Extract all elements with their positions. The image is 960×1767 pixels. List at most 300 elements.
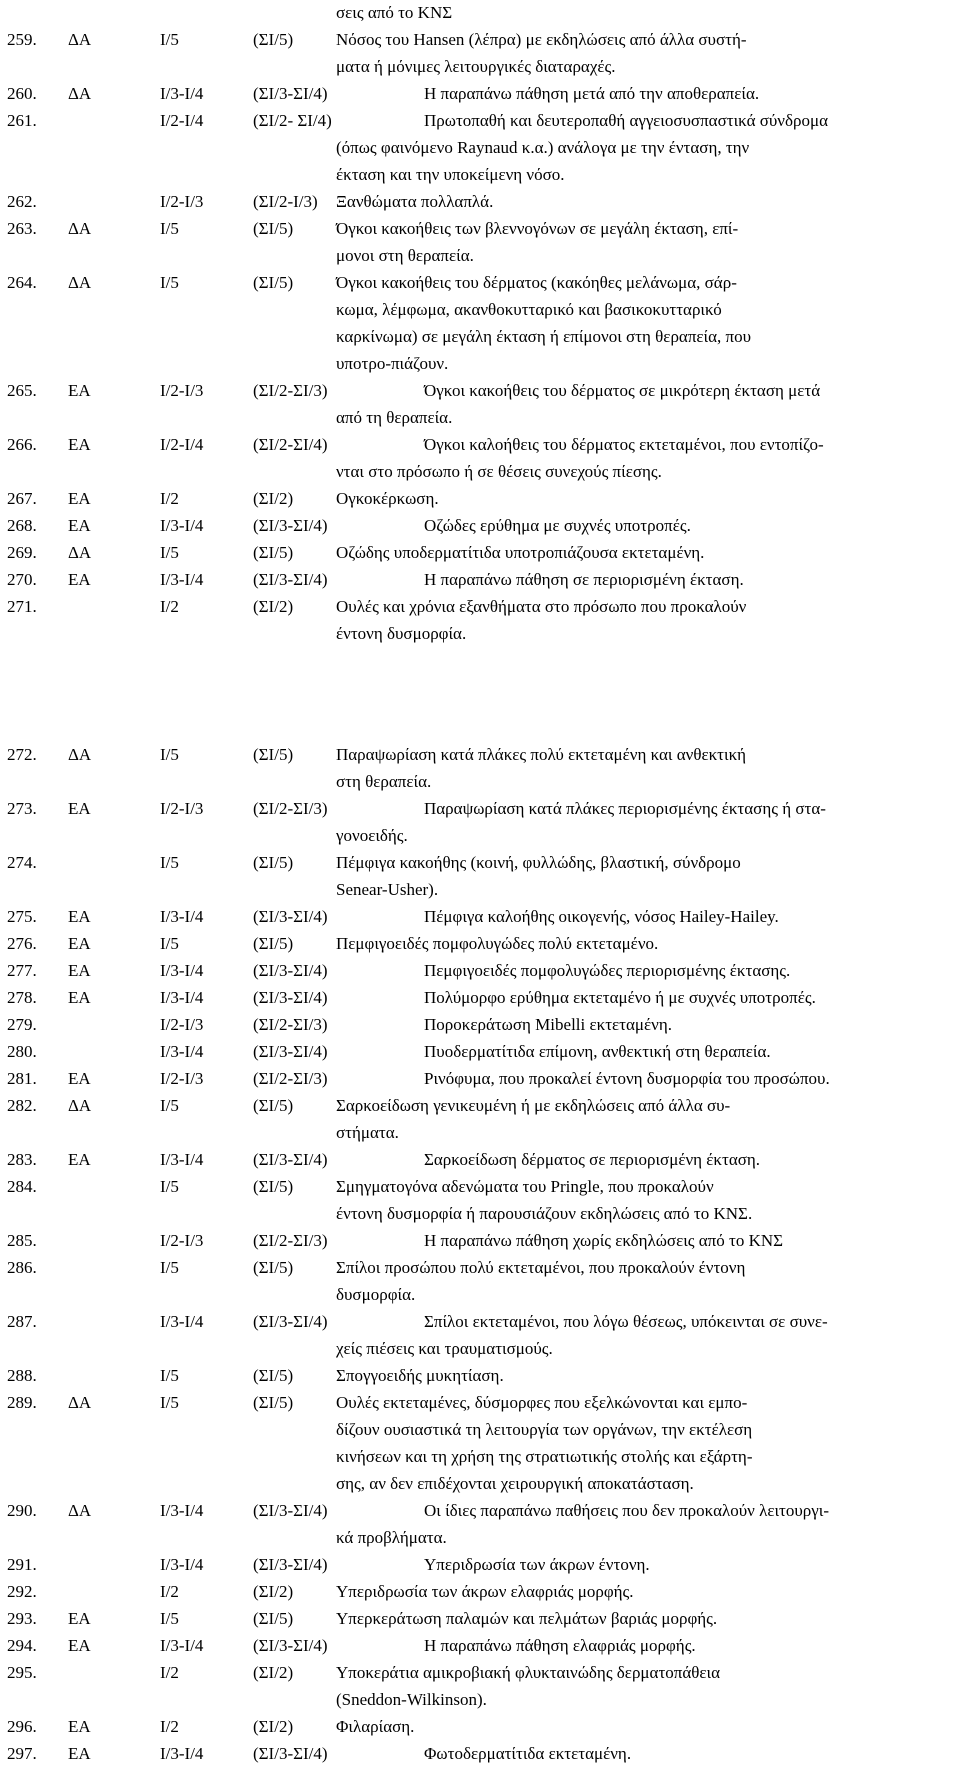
entry-percentage: (ΣΙ/5)	[253, 1609, 294, 1628]
entry-level: Ι/5	[160, 219, 179, 238]
entry	[0, 1146, 960, 1173]
entry	[0, 1092, 960, 1146]
entry-percentage: (ΣΙ/2)	[253, 1717, 294, 1736]
entry-description-continued: (Sneddon-Wilkinson).	[336, 1690, 487, 1709]
entry-category: ΕΑ	[68, 988, 91, 1007]
entry-level: Ι/2-Ι/3	[160, 192, 204, 211]
intro-row	[0, 0, 960, 26]
entry-level: Ι/2-Ι/3	[160, 1231, 204, 1250]
entry-first-line	[0, 741, 960, 768]
entry-category: ΕΑ	[68, 570, 91, 589]
entry-level: Ι/3-Ι/4	[160, 988, 204, 1007]
entry-category: ΕΑ	[68, 961, 91, 980]
entry	[0, 80, 960, 107]
entry-continuation-line	[0, 350, 960, 377]
entry-percentage: (ΣΙ/2)	[253, 489, 294, 508]
entry-number: 276.	[7, 934, 37, 953]
entry-number: 262.	[7, 192, 37, 211]
entry-continuation-line	[0, 404, 960, 431]
entry-category: ΔΑ	[68, 1393, 92, 1412]
entry	[0, 1308, 960, 1362]
entry-continuation-line	[0, 1119, 960, 1146]
entry-continuation-line	[0, 822, 960, 849]
entry-level: Ι/5	[160, 1393, 179, 1412]
entry-category: ΔΑ	[68, 1501, 92, 1520]
entry	[0, 512, 960, 539]
entry-number: 290.	[7, 1501, 37, 1520]
entry-number: 285.	[7, 1231, 37, 1250]
entry-first-line	[0, 1362, 960, 1389]
entry	[0, 1632, 960, 1659]
entry-category: ΕΑ	[68, 907, 91, 926]
entry-first-line	[0, 957, 960, 984]
entry-description-continued: έκταση και την υποκείμενη νόσο.	[336, 165, 565, 184]
entry-description: Πρωτοπαθή και δευτεροπαθή αγγειοσυσπαστικά σύνδρομα	[424, 111, 829, 130]
entry-category: ΕΑ	[68, 489, 91, 508]
entry-continuation-line	[0, 1524, 960, 1551]
entry	[0, 1362, 960, 1389]
entry	[0, 377, 960, 431]
entry-description-continued: σης, αν δεν επιδέχονται χειρουργική αποκατάσταση.	[336, 1474, 694, 1493]
entry-number: 263.	[7, 219, 37, 238]
entry-description-continued: ματα ή μόνιμες λειτουργικές διαταραχές.	[336, 57, 616, 76]
entry-number: 297.	[7, 1744, 37, 1763]
entry-continuation-line	[0, 323, 960, 350]
entry-description-continued: κωμα, λέμφωμα, ακανθοκυτταρικό και βασικοκυτταρικό	[336, 300, 722, 319]
entry-continuation-line	[0, 161, 960, 188]
entry-first-line	[0, 269, 960, 296]
entry-level: Ι/3-Ι/4	[160, 907, 204, 926]
entry	[0, 26, 960, 80]
entry-number: 271.	[7, 597, 37, 616]
entry-level: Ι/3-Ι/4	[160, 1312, 204, 1331]
entry-continuation-line	[0, 620, 960, 647]
entry-first-line	[0, 849, 960, 876]
entry	[0, 107, 960, 188]
entry	[0, 849, 960, 903]
entry-description: Οι ίδιες παραπάνω παθήσεις που δεν προκαλούν λειτουργι-	[424, 1501, 830, 1520]
entry-level: Ι/3-Ι/4	[160, 1555, 204, 1574]
entry-description: Όγκοι κακοήθεις των βλεννογόνων σε μεγάλη έκταση, επί-	[336, 219, 739, 238]
entry-description: Όγκοι κακοήθεις του δέρματος (κακόηθες μελάνωμα, σάρ-	[336, 273, 737, 292]
entry	[0, 903, 960, 930]
intro-line: σεις από το ΚΝΣ	[336, 3, 453, 22]
entry-number: 293.	[7, 1609, 37, 1628]
entry-description: Πέμφιγα κακοήθης (κοινή, φυλλώδης, βλαστική, σύνδρομο	[336, 853, 741, 872]
entry-continuation-line	[0, 876, 960, 903]
entry-description-continued: υποτρο-πιάζουν.	[336, 354, 449, 373]
entry-level: Ι/3-Ι/4	[160, 1150, 204, 1169]
entry-description: Όγκοι καλοήθεις του δέρματος εκτεταμένοι, που εντοπίζο-	[424, 435, 824, 454]
entry-number: 267.	[7, 489, 37, 508]
entry-percentage: (ΣΙ/5)	[253, 273, 294, 292]
entry-number: 270.	[7, 570, 37, 589]
entry-description: Σπογγοειδής μυκητίαση.	[336, 1366, 504, 1385]
entry	[0, 485, 960, 512]
entry-level: Ι/2-Ι/3	[160, 381, 204, 400]
entry-description-continued: κινήσεων και τη χρήση της στρατιωτικής στολής και εξάρτη-	[336, 1447, 753, 1466]
entry-category: ΔΑ	[68, 84, 92, 103]
entry-description: Υπεριδρωσία των άκρων ελαφριάς μορφής.	[336, 1582, 634, 1601]
entry-number: 277.	[7, 961, 37, 980]
entry-number: 273.	[7, 799, 37, 818]
entry-first-line	[0, 795, 960, 822]
entry-percentage: (ΣΙ/5)	[253, 1258, 294, 1277]
entry-first-line	[0, 903, 960, 930]
entry-number: 287.	[7, 1312, 37, 1331]
entry-description: Ρινόφυμα, που προκαλεί έντονη δυσμορφία του προσώπου.	[424, 1069, 830, 1088]
entry-description: Οζώδης υποδερματίτιδα υποτροπιάζουσα εκτεταμένη.	[336, 543, 705, 562]
entry-description: Ξανθώματα πολλαπλά.	[336, 192, 494, 211]
entry-percentage: (ΣΙ/2- ΣΙ/4)	[253, 111, 332, 130]
entry-level: Ι/3-Ι/4	[160, 961, 204, 980]
entry-level: Ι/2	[160, 597, 179, 616]
entry	[0, 1227, 960, 1254]
entry-first-line	[0, 26, 960, 53]
entry-level: Ι/5	[160, 934, 179, 953]
entry	[0, 1254, 960, 1308]
entry-category: ΔΑ	[68, 543, 92, 562]
entry-percentage: (ΣΙ/3-ΣΙ/4)	[253, 1555, 328, 1574]
entry-level: Ι/2	[160, 1717, 179, 1736]
entry-first-line	[0, 566, 960, 593]
entry-percentage: (ΣΙ/2-ΣΙ/3)	[253, 1069, 328, 1088]
entry	[0, 1497, 960, 1551]
entry-percentage: (ΣΙ/3-ΣΙ/4)	[253, 988, 328, 1007]
entry-description: Νόσος του Hansen (λέπρα) με εκδηλώσεις από άλλα συστή-	[336, 30, 747, 49]
entry-first-line	[0, 539, 960, 566]
entry-percentage: (ΣΙ/2-ΣΙ/3)	[253, 1231, 328, 1250]
entry-first-line	[0, 1065, 960, 1092]
entry-category: ΕΑ	[68, 381, 91, 400]
entry	[0, 539, 960, 566]
entry-description: Πορoκεράτωση Mibelli εκτεταμένη.	[424, 1015, 672, 1034]
entry-level: Ι/2-Ι/3	[160, 799, 204, 818]
entry	[0, 269, 960, 377]
entry-description-continued: Senear-Usher).	[336, 880, 439, 899]
entry-description: Πέμφιγα καλοήθης οικογενής, νόσος Hailey-Hailey.	[424, 907, 779, 926]
entry-percentage: (ΣΙ/2-ΣΙ/3)	[253, 1015, 328, 1034]
entry-first-line	[0, 215, 960, 242]
entry-description: Παραψωρίαση κατά πλάκες περιορισμένης έκτασης ή στα-	[424, 799, 826, 818]
entry-number: 283.	[7, 1150, 37, 1169]
entries-section-1	[0, 26, 960, 647]
entry-description: Σμηγματογόνα αδενώματα του Pringle, που προκαλούν	[336, 1177, 714, 1196]
entry-continuation-line	[0, 1686, 960, 1713]
entry-level: Ι/5	[160, 1609, 179, 1628]
entry-description: Υπεριδρωσία των άκρων έντονη.	[424, 1555, 650, 1574]
entry	[0, 741, 960, 795]
entry-first-line	[0, 984, 960, 1011]
entry-level: Ι/3-Ι/4	[160, 570, 204, 589]
entry-description: Φωτοδερματίτιδα εκτεταμένη.	[424, 1744, 632, 1763]
entry-level: Ι/2	[160, 489, 179, 508]
entry-continuation-line	[0, 1443, 960, 1470]
entry-level: Ι/3-Ι/4	[160, 516, 204, 535]
entry	[0, 188, 960, 215]
entry-continuation-line	[0, 134, 960, 161]
entry	[0, 984, 960, 1011]
entry-level: Ι/2-Ι/4	[160, 111, 204, 130]
entry-description-continued: από τη θεραπεία.	[336, 408, 453, 427]
entry-first-line	[0, 1092, 960, 1119]
entry-percentage: (ΣΙ/3-ΣΙ/4)	[253, 961, 328, 980]
entry-percentage: (ΣΙ/3-ΣΙ/4)	[253, 1744, 328, 1763]
entry-category: ΕΑ	[68, 1069, 91, 1088]
entry-level: Ι/3-Ι/4	[160, 1744, 204, 1763]
entry-first-line	[0, 1632, 960, 1659]
entry-number: 281.	[7, 1069, 37, 1088]
entry-number: 292.	[7, 1582, 37, 1601]
entry	[0, 1578, 960, 1605]
entry-number: 296.	[7, 1717, 37, 1736]
entry-number: 282.	[7, 1096, 37, 1115]
entry-category: ΕΑ	[68, 1636, 91, 1655]
entry-number: 265.	[7, 381, 37, 400]
entry-first-line	[0, 593, 960, 620]
entry	[0, 1389, 960, 1497]
entry-level: Ι/2-Ι/3	[160, 1069, 204, 1088]
entry-description-continued: δίζουν ουσιαστικά τη λειτουργία των οργάνων, την εκτέλεση	[336, 1420, 753, 1439]
entry-description-continued: γονοειδής.	[336, 826, 408, 845]
entry-description-continued: νται στο πρόσωπο ή σε θέσεις συνεχούς πίεσης.	[336, 462, 662, 481]
entry-number: 261.	[7, 111, 37, 130]
entry-description: Ογκοκέρκωση.	[336, 489, 439, 508]
entry-number: 289.	[7, 1393, 37, 1412]
entry	[0, 593, 960, 647]
entry-number: 260.	[7, 84, 37, 103]
entry-level: Ι/5	[160, 30, 179, 49]
entry-percentage: (ΣΙ/2-ΣΙ/4)	[253, 435, 328, 454]
entry-first-line	[0, 1011, 960, 1038]
entry-continuation-line	[0, 242, 960, 269]
entry-number: 284.	[7, 1177, 37, 1196]
entry-continuation-line	[0, 458, 960, 485]
entry-number: 286.	[7, 1258, 37, 1277]
entry-number: 288.	[7, 1366, 37, 1385]
entry-first-line	[0, 431, 960, 458]
entry-number: 259.	[7, 30, 37, 49]
entry-percentage: (ΣΙ/5)	[253, 1177, 294, 1196]
entry-percentage: (ΣΙ/3-ΣΙ/4)	[253, 516, 328, 535]
entry-level: Ι/3-Ι/4	[160, 84, 204, 103]
entry-first-line	[0, 512, 960, 539]
intro-block	[0, 0, 960, 26]
entry-number: 264.	[7, 273, 37, 292]
entry-level: Ι/5	[160, 1366, 179, 1385]
entry-continuation-line	[0, 53, 960, 80]
entry-first-line	[0, 1308, 960, 1335]
entry-continuation-line	[0, 1281, 960, 1308]
entry	[0, 215, 960, 269]
entry-description-continued: καρκίνωμα) σε μεγάλη έκταση ή επίμονοι στη θεραπεία, που	[336, 327, 752, 346]
entry-percentage: (ΣΙ/2)	[253, 1582, 294, 1601]
entry	[0, 930, 960, 957]
entry-description-continued: (όπως φαινόμενο Raynaud κ.α.) ανάλογα με την ένταση, την	[336, 138, 750, 157]
entry-first-line	[0, 485, 960, 512]
entry-description: Ουλές εκτεταμένες, δύσμορφες που εξελκώνονται και εμπο-	[336, 1393, 748, 1412]
entry-number: 291.	[7, 1555, 37, 1574]
entry-continuation-line	[0, 1416, 960, 1443]
entry-first-line	[0, 1254, 960, 1281]
entry-first-line	[0, 188, 960, 215]
entry-category: ΔΑ	[68, 745, 92, 764]
entry-first-line	[0, 1227, 960, 1254]
entry-level: Ι/5	[160, 1096, 179, 1115]
entry-description: Σαρκοείδωση δέρματος σε περιορισμένη έκταση.	[424, 1150, 761, 1169]
entry-percentage: (ΣΙ/5)	[253, 745, 294, 764]
entry-percentage: (ΣΙ/2)	[253, 597, 294, 616]
entry-first-line	[0, 1389, 960, 1416]
entry-description: Πεμφιγοειδές πομφολυγώδες πολύ εκτεταμένο.	[336, 934, 659, 953]
entry-category: ΕΑ	[68, 799, 91, 818]
entry-category: ΕΑ	[68, 934, 91, 953]
entry-percentage: (ΣΙ/2)	[253, 1663, 294, 1682]
entry-description-continued: έντονη δυσμορφία.	[336, 624, 467, 643]
entry-description: Παραψωρίαση κατά πλάκες πολύ εκτεταμένη και ανθεκτική	[336, 745, 747, 764]
entry-level: Ι/3-Ι/4	[160, 1501, 204, 1520]
entry	[0, 1065, 960, 1092]
entry-level: Ι/5	[160, 745, 179, 764]
entry-category: ΕΑ	[68, 1744, 91, 1763]
entry-continuation-line	[0, 1470, 960, 1497]
entry-percentage: (ΣΙ/5)	[253, 543, 294, 562]
entry	[0, 957, 960, 984]
entry-level: Ι/2-Ι/3	[160, 1015, 204, 1034]
entry-description-continued: μονοι στη θεραπεία.	[336, 246, 474, 265]
entry-first-line	[0, 1740, 960, 1767]
entry-percentage: (ΣΙ/5)	[253, 1096, 294, 1115]
entry-continuation-line	[0, 768, 960, 795]
entry-level: Ι/2	[160, 1582, 179, 1601]
entry	[0, 1551, 960, 1578]
entry-category: ΕΑ	[68, 1717, 91, 1736]
entry-description: Οζώδες ερύθημα με συχνές υποτροπές.	[424, 516, 691, 535]
entry	[0, 1011, 960, 1038]
entry-description: Υπερκεράτωση παλαμών και πελμάτων βαριάς μορφής.	[336, 1609, 718, 1628]
entry-first-line	[0, 1173, 960, 1200]
entry-description: Πολύμορφο ερύθημα εκτεταμένο ή με συχνές υποτροπές.	[424, 988, 816, 1007]
entry-description-continued: στήματα.	[336, 1123, 399, 1142]
entry-number: 278.	[7, 988, 37, 1007]
entry-percentage: (ΣΙ/2-Ι/3)	[253, 192, 318, 211]
entry-description: Ουλές και χρόνια εξανθήματα στο πρόσωπο που προκαλούν	[336, 597, 747, 616]
entry-number: 269.	[7, 543, 37, 562]
entry-level: Ι/2	[160, 1663, 179, 1682]
entry-percentage: (ΣΙ/3-ΣΙ/4)	[253, 1501, 328, 1520]
entry-description: Σαρκοείδωση γενικευμένη ή με εκδηλώσεις από άλλα συ-	[336, 1096, 731, 1115]
entry-percentage: (ΣΙ/2-ΣΙ/3)	[253, 799, 328, 818]
entry-number: 266.	[7, 435, 37, 454]
entry-description: Πεμφιγοειδές πομφολυγώδες περιορισμένης έκτασης.	[424, 961, 791, 980]
entry-continuation-line	[0, 1335, 960, 1362]
entry-level: Ι/3-Ι/4	[160, 1636, 204, 1655]
entry-level: Ι/5	[160, 543, 179, 562]
entry-category: ΕΑ	[68, 516, 91, 535]
entry	[0, 566, 960, 593]
entry-percentage: (ΣΙ/3-ΣΙ/4)	[253, 1312, 328, 1331]
entry-first-line	[0, 1578, 960, 1605]
entry-percentage: (ΣΙ/5)	[253, 1366, 294, 1385]
entry-level: Ι/5	[160, 273, 179, 292]
entry	[0, 795, 960, 849]
entry-description: Η παραπάνω πάθηση σε περιορισμένη έκταση.	[424, 570, 744, 589]
entry-description: Σπίλοι εκτεταμένοι, που λόγω θέσεως, υπόκεινται σε συνε-	[424, 1312, 828, 1331]
entry-percentage: (ΣΙ/3-ΣΙ/4)	[253, 1150, 328, 1169]
entry-description: Η παραπάνω πάθηση ελαφριάς μορφής.	[424, 1636, 696, 1655]
entry-number: 295.	[7, 1663, 37, 1682]
entry-number: 279.	[7, 1015, 37, 1034]
entry-percentage: (ΣΙ/5)	[253, 853, 294, 872]
entry-first-line	[0, 1038, 960, 1065]
entry-description: Η παραπάνω πάθηση μετά από την αποθεραπεία.	[424, 84, 760, 103]
entry-first-line	[0, 377, 960, 404]
entry	[0, 1740, 960, 1767]
entry	[0, 1713, 960, 1740]
entry-level: Ι/5	[160, 853, 179, 872]
entry-number: 275.	[7, 907, 37, 926]
entry-level: Ι/3-Ι/4	[160, 1042, 204, 1061]
entry-continuation-line	[0, 1200, 960, 1227]
entry-percentage: (ΣΙ/5)	[253, 934, 294, 953]
entry-description: Φιλαρίαση.	[336, 1717, 415, 1736]
entry-percentage: (ΣΙ/5)	[253, 1393, 294, 1412]
entry-percentage: (ΣΙ/5)	[253, 30, 294, 49]
entry-level: Ι/2-Ι/4	[160, 435, 204, 454]
entry-category: ΕΑ	[68, 1609, 91, 1628]
entry-first-line	[0, 1146, 960, 1173]
entry-description-continued: χείς πιέσεις και τραυματισμούς.	[336, 1339, 553, 1358]
entry-description-continued: στη θεραπεία.	[336, 772, 432, 791]
entry-number: 272.	[7, 745, 37, 764]
entry-first-line	[0, 80, 960, 107]
entry-category: ΔΑ	[68, 30, 92, 49]
entry-category: ΕΑ	[68, 435, 91, 454]
entry-level: Ι/5	[160, 1258, 179, 1277]
entry-percentage: (ΣΙ/3-ΣΙ/4)	[253, 907, 328, 926]
entry-category: ΔΑ	[68, 219, 92, 238]
entry-description: Όγκοι κακοήθεις του δέρματος σε μικρότερη έκταση μετά	[424, 381, 821, 400]
entry-number: 268.	[7, 516, 37, 535]
entry-description-continued: κά προβλήματα.	[336, 1528, 447, 1547]
entry-description: Σπίλοι προσώπου πολύ εκτεταμένοι, που προκαλούν έντονη	[336, 1258, 746, 1277]
entry-percentage: (ΣΙ/3-ΣΙ/4)	[253, 84, 328, 103]
entry-level: Ι/5	[160, 1177, 179, 1196]
entry-percentage: (ΣΙ/2-ΣΙ/3)	[253, 381, 328, 400]
entry-first-line	[0, 930, 960, 957]
entry	[0, 1605, 960, 1632]
entry-first-line	[0, 1497, 960, 1524]
entry-first-line	[0, 1713, 960, 1740]
entry-first-line	[0, 107, 960, 134]
entry-category: ΕΑ	[68, 1150, 91, 1169]
entry-first-line	[0, 1551, 960, 1578]
entry-percentage: (ΣΙ/3-ΣΙ/4)	[253, 1042, 328, 1061]
entry-continuation-line	[0, 296, 960, 323]
entry-number: 280.	[7, 1042, 37, 1061]
entry-number: 294.	[7, 1636, 37, 1655]
entry-category: ΔΑ	[68, 273, 92, 292]
entry	[0, 1659, 960, 1713]
entry	[0, 431, 960, 485]
entry-percentage: (ΣΙ/3-ΣΙ/4)	[253, 1636, 328, 1655]
entry-first-line	[0, 1605, 960, 1632]
entry-description-continued: έντονη δυσμορφία ή παρουσιάζουν εκδηλώσεις από το ΚΝΣ.	[336, 1204, 753, 1223]
entry-description: Υποκεράτια αμικροβιακή φλυκταινώδης δερματοπάθεια	[336, 1663, 721, 1682]
entry	[0, 1038, 960, 1065]
entry-percentage: (ΣΙ/5)	[253, 219, 294, 238]
entries-section-2	[0, 741, 960, 1767]
